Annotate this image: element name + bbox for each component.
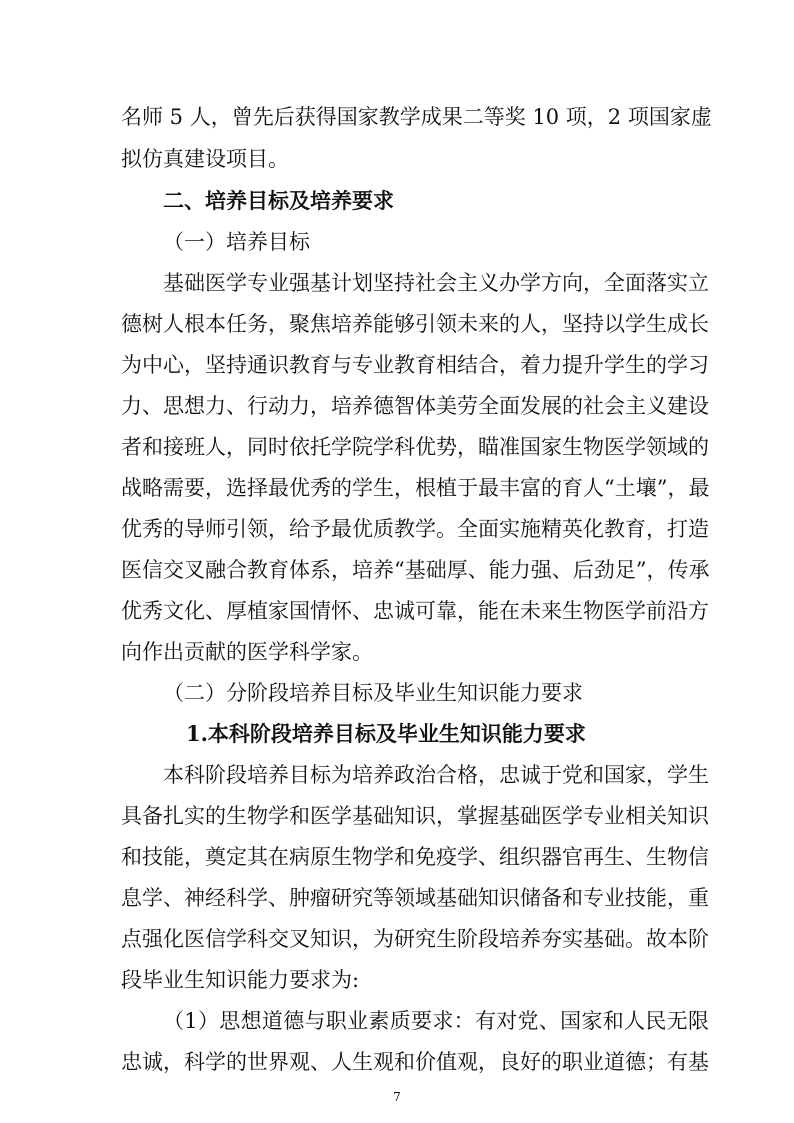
body-text-line: 优秀文化、厚植家国情怀、忠诚可靠，能在未来生物医学前沿方 [121,599,709,623]
body-text-line: 具备扎实的生物学和医学基础知识，掌握基础医学专业相关知识 [121,804,709,828]
body-text-line: （1）思想道德与职业素质要求：有对党、国家和人民无限 [163,1009,709,1033]
page-number: 7 [393,1090,401,1104]
body-text-line: 优秀的导师引领，给予最优质教学。全面实施精英化教育，打造 [121,517,709,541]
body-text-line: 和技能，奠定其在病原生物学和免疫学、组织器官再生、生物信 [121,845,709,869]
body-text-line: 战略需要，选择最优秀的学生，根植于最丰富的育人“土壤”，最 [121,476,710,500]
body-text-line: 名师 5 人，曾先后获得国家教学成果二等奖 10 项，2 项国家虚 [121,105,712,129]
body-text-line: 向作出贡献的医学科学家。 [121,640,373,664]
body-text-line: 力、思想力、行动力，培养德智体美劳全面发展的社会主义建设 [121,394,709,418]
body-text-line: 基础医学专业强基计划坚持社会主义办学方向，全面落实立 [163,271,709,295]
body-text-line: 德树人根本任务，聚焦培养能够引领未来的人，坚持以学生成长 [121,312,709,336]
numbered-heading: 1.本科阶段培养目标及毕业生知识能力要求 [186,721,586,746]
body-text-line: 医信交叉融合教育体系，培养“基础厚、能力强、后劲足”，传承 [121,558,710,582]
body-text-line: 点强化医信学科交叉知识，为研究生阶段培养夯实基础。故本阶 [121,927,709,951]
subsection-heading: （二）分阶段培养目标及毕业生知识能力要求 [163,681,583,705]
section-heading: 二、培养目标及培养要求 [163,188,394,213]
body-text-line: 息学、神经科学、肿瘤研究等领域基础知识储备和专业技能，重 [121,886,709,910]
body-text-line: 者和接班人，同时依托学院学科优势，瞄准国家生物医学领域的 [121,435,709,459]
body-text-line: 为中心，坚持通识教育与专业教育相结合，着力提升学生的学习 [121,353,709,377]
body-text-line: 忠诚，科学的世界观、人生观和价值观，良好的职业道德；有基 [121,1050,709,1074]
subsection-heading: （一）培养目标 [163,230,310,254]
body-text-line: 本科阶段培养目标为培养政治合格，忠诚于党和国家，学生 [163,763,709,787]
body-text-line: 段毕业生知识能力要求为: [121,968,360,992]
body-text-line: 拟仿真建设项目。 [121,147,289,171]
